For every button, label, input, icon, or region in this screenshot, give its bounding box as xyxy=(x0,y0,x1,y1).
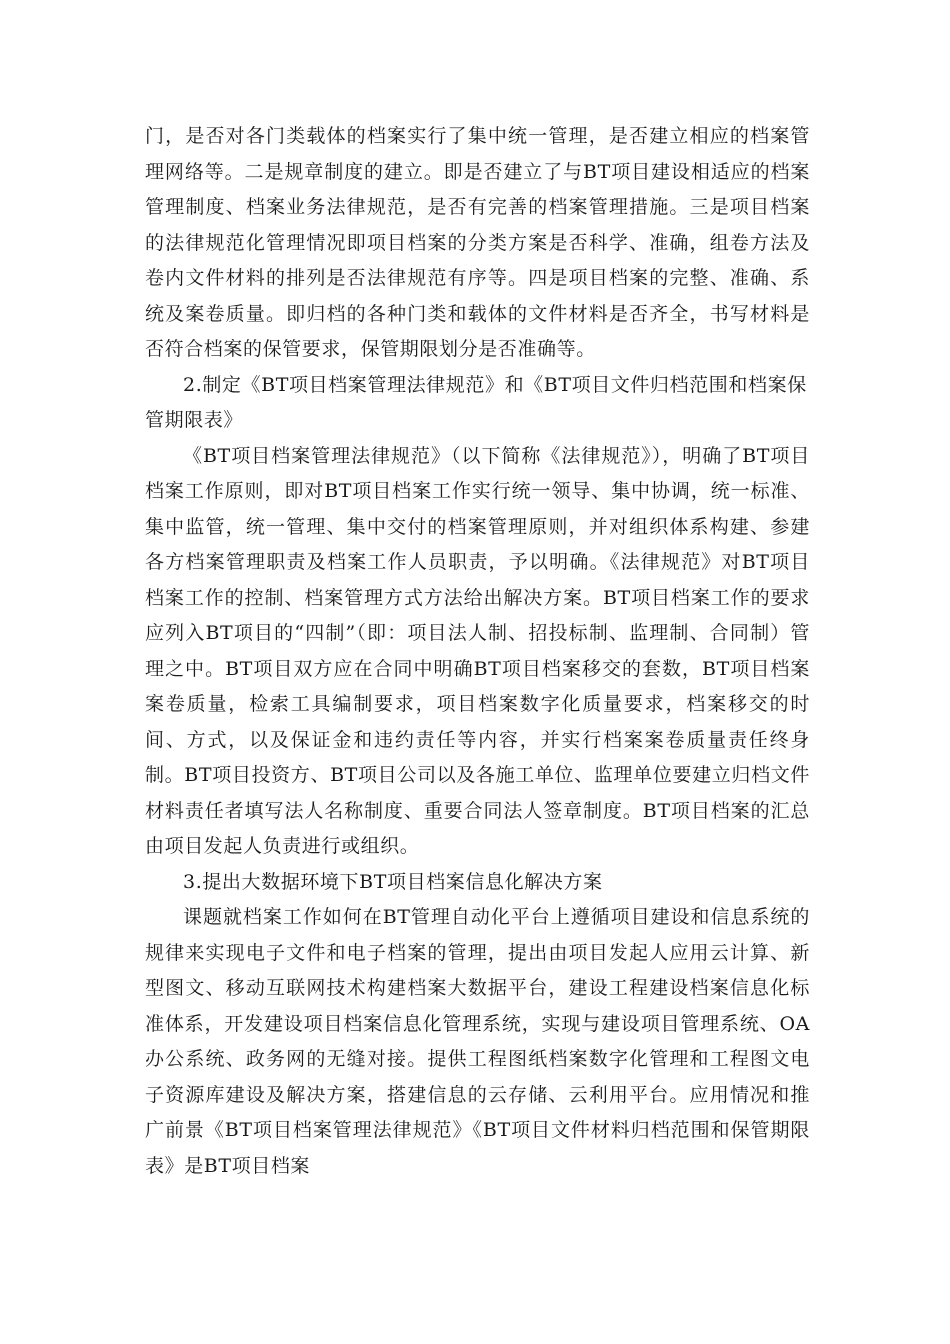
section-heading-3: 3.提出大数据环境下BT项目档案信息化解决方案 xyxy=(183,870,603,893)
paragraph-big-data-solution: 课题就档案工作如何在BT管理自动化平台上遵循项目建设和信息系统的规律来实现电子文件和电子档案的管理，提出由项目发起人应用云计算、新型图文、移动互联网技术构建档案大数据平台，建设工程建设档案信息化标准体系，开发建设项目档案信息化管理系统，实现与建设项目管理系统、OA办公系统、政务网的无缝对接。提供工程图纸档案数字化管理和工程图文电子资源库建设及解决方案，搭建信息的云存储、云利用平台。应用情况和推广前景《BT项目档案管理法律规范》《BT项目文件材料归档范围和保管期限表》是BT项目档案 xyxy=(145,906,810,1177)
paragraph-archive-checks: 门，是否对各门类载体的档案实行了集中统一管理，是否建立相应的档案管理网络等。二是规章制度的建立。即是否建立了与BT项目建设相适应的档案管理制度、档案业务法律规范，是否有完善的档案管理措施。三是项目档案的法律规范化管理情况即项目档案的分类方案是否科学、准确，组卷方法及卷内文件材料的排列是否法律规范有序等。四是项目档案的完整、准确、系统及案卷质量。即归档的各种门类和载体的文件材料是否齐全，书写材料是否符合档案的保管要求，保管期限划分是否准确等。 xyxy=(145,125,810,360)
document-body xyxy=(145,119,810,1184)
paragraph-legal-norms: 《BT项目档案管理法律规范》（以下简称《法律规范》），明确了BT项目档案工作原则，即对BT项目档案工作实行统一领导、集中协调，统一标准、集中监管，统一管理、集中交付的档案管理原则，并对组织体系构建、参建各方档案管理职责及档案工作人员职责，予以明确。《法律规范》对BT项目档案工作的控制、档案管理方式方法给出解决方案。BT项目档案工作的要求应列入BT项目的“四制”（即：项目法人制、招投标制、监理制、合同制）管理之中。BT项目双方应在合同中明确BT项目档案移交的套数，BT项目档案案卷质量，检索工具编制要求，项目档案数字化质量要求，档案移交的时间、方式，以及保证金和违约责任等内容，并实行档案案卷质量责任终身制。BT项目投资方、BT项目公司以及各施工单位、监理单位要建立归档文件材料责任者填写法人名称制度、重要合同法人签章制度。BT项目档案的汇总由项目发起人负责进行或组织。 xyxy=(145,444,810,857)
section-heading-2: 2.制定《BT项目档案管理法律规范》和《BT项目文件归档范围和档案保管期限表》 xyxy=(145,373,807,431)
